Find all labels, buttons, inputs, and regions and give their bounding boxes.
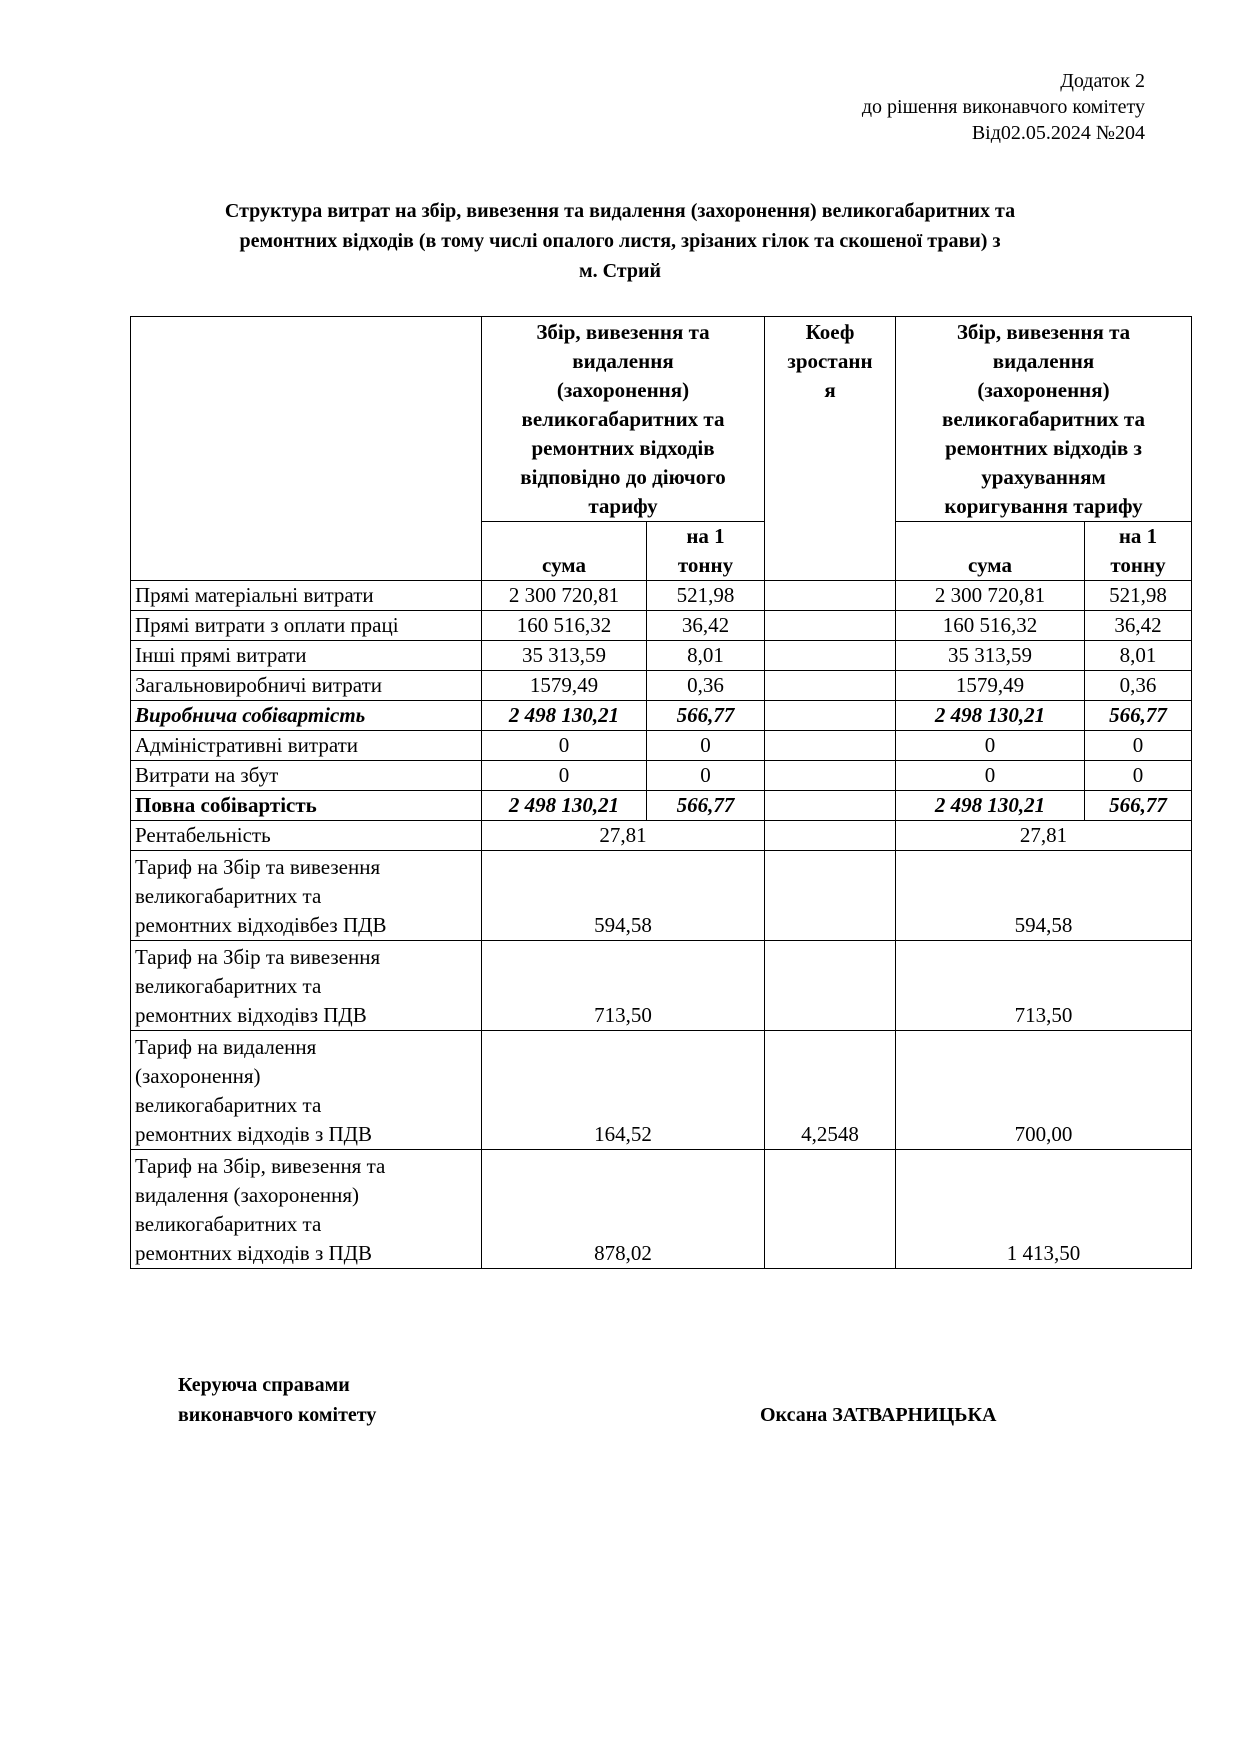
title-line-1: Структура витрат на збір, вивезення та видалення (захоронення) великогабаритних та [224,200,1016,222]
cell-per-ton: 8,01 [647,641,765,671]
table-row [131,731,1192,761]
header-current-line: ремонтних відходів [531,436,715,460]
cell-sum: 0 [482,761,647,791]
row-label: Прямі витрати з оплати праці [131,611,482,641]
header-current-line: Збір, вивезення та [536,320,710,344]
cell-coef [765,611,896,641]
header-adjusted-line: великогабаритних та [941,407,1146,431]
cell-sum-adjusted: 0 [896,761,1085,791]
cell-sum: 2 498 130,21 [482,791,647,821]
row-label-line: ремонтних відходів з ПДВ [135,1122,373,1146]
signature-position-line: Керуюча справами [178,1374,350,1396]
cell-value: 27,81 [482,821,765,851]
header-adjusted-line: ремонтних відходів з [945,436,1142,460]
row-label: Загальновиробничі витрати [131,671,482,701]
cell-coef [765,761,896,791]
header-current-line: великогабаритних та [521,407,725,431]
cell-sum: 2 300 720,81 [482,581,647,611]
cell-value: 878,02 [482,1150,765,1269]
table-row [131,611,1192,641]
table-row [131,671,1192,701]
appendix-label: Додаток 2 [1060,70,1145,92]
cell-sum: 0 [482,731,647,761]
cell-coef [765,1150,896,1269]
cell-value-adjusted: 700,00 [896,1031,1192,1150]
cell-coef [765,791,896,821]
row-label-line: Тариф на Збір та вивезення [135,945,381,969]
header-adjusted-line: видалення [992,349,1095,373]
row-label: Рентабельність [131,821,482,851]
row-label: Повна собівартість [131,791,482,821]
row-label-line: ремонтних відходівз ПДВ [135,1003,367,1027]
cell-coef [765,941,896,1031]
row-label: Витрати на збут [131,761,482,791]
header-coef-line: я [824,378,836,402]
cell-coef [765,671,896,701]
table-row-tariff [131,1150,1192,1269]
table-row [131,641,1192,671]
cell-per-ton-adjusted: 566,77 [1085,791,1192,821]
table-row-full-cost [131,791,1192,821]
cell-value-adjusted: 713,50 [896,941,1192,1031]
row-label-line: великогабаритних та [135,974,322,998]
cell-sum-adjusted: 2 498 130,21 [896,791,1085,821]
cell-sum: 160 516,32 [482,611,647,641]
table-row-production-cost [131,701,1192,731]
title-line-2: ремонтних відходів (в тому числі опалого листя, зрізаних гілок та скошеної трави) з [239,230,1001,252]
cost-structure-table [130,316,1192,1269]
row-label: Виробнича собівартість [131,701,482,731]
row-label-line: великогабаритних та [135,1212,322,1236]
signature-name: Оксана ЗАТВАРНИЦЬКА [760,1404,997,1426]
cell-coef [765,851,896,941]
header-growth-coefficient [765,317,896,581]
cell-per-ton: 0,36 [647,671,765,701]
cell-value-adjusted: 1 413,50 [896,1150,1192,1269]
cell-per-ton-adjusted: 0 [1085,731,1192,761]
header-coef-line: Коеф [805,320,855,344]
cell-coef [765,641,896,671]
table-row-tariff [131,941,1192,1031]
cell-value: 713,50 [482,941,765,1031]
row-label-line: Тариф на Збір та вивезення [135,855,381,879]
row-label-line: видалення (захоронення) [135,1183,360,1207]
cell-value: 594,58 [482,851,765,941]
subheader-sum: сума [482,522,647,581]
document-header [645,68,1145,146]
table-row-tariff [131,1031,1192,1150]
header-current-line: видалення [572,349,674,373]
subheader-sum-adjusted: сума [896,522,1085,581]
cell-coef [765,731,896,761]
header-adjusted-line: коригування тарифу [944,494,1143,518]
table-row-tariff [131,851,1192,941]
row-label-line: Тариф на Збір, вивезення та [135,1154,386,1178]
cell-value: 164,52 [482,1031,765,1150]
row-label [131,1150,482,1269]
row-label-line: (захоронення) [135,1064,261,1088]
row-label: Адміністративні витрати [131,731,482,761]
cell-per-ton-adjusted: 36,42 [1085,611,1192,641]
subheader-per-ton-line: тонну [677,553,734,577]
cell-per-ton: 566,77 [647,791,765,821]
cell-sum: 35 313,59 [482,641,647,671]
cell-sum-adjusted: 160 516,32 [896,611,1085,641]
row-label: Прямі матеріальні витрати [131,581,482,611]
subheader-per-ton-adjusted [1085,522,1192,581]
table-row [131,761,1192,791]
cell-per-ton-adjusted: 566,77 [1085,701,1192,731]
subheader-per-ton-line: на 1 [1118,524,1158,548]
cell-per-ton: 0 [647,731,765,761]
cell-per-ton-adjusted: 8,01 [1085,641,1192,671]
cell-value-adjusted: 27,81 [896,821,1192,851]
cell-per-ton: 566,77 [647,701,765,731]
document-title [180,196,1060,286]
cell-per-ton-adjusted: 521,98 [1085,581,1192,611]
row-label: Інші прямі витрати [131,641,482,671]
header-adjusted-tariff [896,317,1192,522]
header-current-tariff [482,317,765,522]
subheader-per-ton-line: на 1 [686,524,725,548]
row-label-line: ремонтних відходівбез ПДВ [135,913,387,937]
header-empty-cell [131,317,482,581]
cell-sum-adjusted: 35 313,59 [896,641,1085,671]
header-adjusted-line: Збір, вивезення та [956,320,1131,344]
row-label [131,1031,482,1150]
cell-coef: 4,2548 [765,1031,896,1150]
cell-per-ton-adjusted: 0 [1085,761,1192,791]
signature-position [178,1370,376,1430]
subheader-per-ton-line: тонну [1110,553,1166,577]
row-label [131,851,482,941]
table-header-row [131,317,1192,522]
header-adjusted-line: (захоронення) [977,378,1110,402]
subheader-per-ton [647,522,765,581]
decision-reference: до рішення виконавчого комітету [861,96,1145,118]
header-current-line: (захоронення) [556,378,690,402]
row-label-line: ремонтних відходів з ПДВ [135,1241,373,1265]
decision-date-number: Від02.05.2024 №204 [971,122,1145,144]
header-adjusted-line: урахуванням [981,465,1106,489]
cell-per-ton: 36,42 [647,611,765,641]
cell-coef [765,701,896,731]
cell-sum: 1579,49 [482,671,647,701]
row-label-line: Тариф на видалення [135,1035,317,1059]
table-row [131,581,1192,611]
cell-coef [765,581,896,611]
cell-sum-adjusted: 2 300 720,81 [896,581,1085,611]
table-row-profitability [131,821,1192,851]
row-label-line: великогабаритних та [135,884,322,908]
header-coef-line: зростанн [787,349,873,373]
row-label [131,941,482,1031]
header-current-line: відповідно до діючого [520,465,726,489]
header-current-line: тарифу [588,494,658,518]
signature-position-line: виконавчого комітету [178,1404,377,1426]
cell-per-ton: 0 [647,761,765,791]
cell-coef [765,821,896,851]
cell-value-adjusted: 594,58 [896,851,1192,941]
row-label-line: великогабаритних та [135,1093,322,1117]
cell-sum-adjusted: 0 [896,731,1085,761]
cell-sum-adjusted: 2 498 130,21 [896,701,1085,731]
title-line-3: м. Стрий [578,260,662,282]
cell-per-ton: 521,98 [647,581,765,611]
cell-sum-adjusted: 1579,49 [896,671,1085,701]
cell-per-ton-adjusted: 0,36 [1085,671,1192,701]
cell-sum: 2 498 130,21 [482,701,647,731]
